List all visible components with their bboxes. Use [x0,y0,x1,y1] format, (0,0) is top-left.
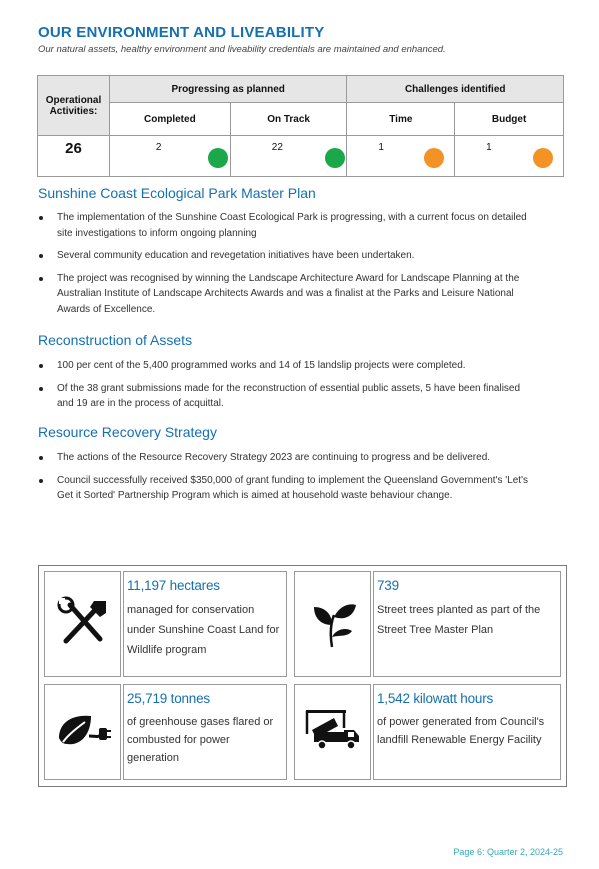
on-track-status-cell [324,136,347,177]
list-item: 100 per cent of the 5,400 programmed works and 14 of 15 landslip projects were completed. [38,358,538,374]
list-item: The project was recognised by winning the Landscape Architecture Award for Landscape Planning at the Australian Institute of Landscape Architects Awards and was a finalist at the Parks and Leisure National Awards of Excellence. [38,271,538,318]
stat-icon-box [44,571,121,677]
completed-status-cell [207,136,230,177]
stat-value: 1,542 kilowatt hours [377,691,494,706]
list-item: The implementation of the Sunshine Coast Ecological Park is progressing, with a current focus on detailed site investigations to inform ongoing planning [38,210,538,241]
stat-card [123,684,287,780]
stat-icon-box [44,684,121,780]
stat-value: 739 [377,578,399,593]
completed-count: 2 [109,136,207,177]
section-bullet-list [38,210,538,324]
stat-icon-box [294,571,371,677]
section-heading: Resource Recovery Strategy [38,424,217,440]
section-heading: Sunshine Coast Ecological Park Master Plan [38,185,316,201]
stat-card [373,571,561,677]
stat-description: Street trees planted as part of the Street Tree Master Plan [377,604,541,636]
tools-icon [56,595,110,654]
stat-icon-box [294,684,371,780]
plant-icon [306,595,360,654]
leaf-plug-icon [55,708,111,757]
budget-status-cell [523,136,564,177]
section-bullet-list [38,358,538,419]
stat-description: of power generated from Council's landfill Renewable Energy Facility [377,716,545,746]
stat-description: managed for conservation under Sunshine Coast Land for Wildlife program [127,604,280,656]
page-title: OUR ENVIRONMENT AND LIVEABILITY [38,24,325,41]
time-count: 1 [347,136,415,177]
stat-card [123,571,287,677]
stat-card [373,684,561,780]
list-item: Of the 38 grant submissions made for the reconstruction of essential public assets, 5 have been finalised and 19 are in the process of acquittal. [38,381,538,412]
section-bullet-list [38,450,538,511]
time-status-cell [415,136,455,177]
green-status-dot [208,148,228,168]
stats-panel [38,565,567,787]
operational-total: 26 [38,136,110,177]
completed-header: Completed [109,103,230,136]
budget-header: Budget [455,103,564,136]
page-subtitle: Our natural assets, healthy environment and liveability credentials are maintained and enhanced. [38,44,446,55]
orange-status-dot [424,148,444,168]
progressing-header: Progressing as planned [109,76,346,103]
list-item: Council successfully received $350,000 of grant funding to implement the Queensland Government's 'Let's Get it Sorted' Partnership Program which is aimed at household waste behaviour change. [38,473,538,504]
on-track-count: 22 [230,136,324,177]
on-track-header: On Track [230,103,347,136]
operational-activities-label: Operational Activities: [38,76,110,136]
section-heading: Reconstruction of Assets [38,332,193,348]
dump-truck-icon [304,708,362,757]
stat-value: 11,197 hectares [127,578,220,593]
budget-count: 1 [455,136,523,177]
page-footer: Page 6: Quarter 2, 2024-25 [453,847,563,857]
stat-value: 25,719 tonnes [127,691,210,706]
stat-description: of greenhouse gases flared or combusted for power generation [127,716,274,764]
list-item: The actions of the Resource Recovery Strategy 2023 are continuing to progress and be delivered. [38,450,538,466]
orange-status-dot [533,148,553,168]
challenges-header: Challenges identified [347,76,564,103]
operational-status-table [37,75,564,177]
list-item: Several community education and revegetation initiatives have been undertaken. [38,248,538,264]
green-status-dot [325,148,345,168]
time-header: Time [347,103,455,136]
